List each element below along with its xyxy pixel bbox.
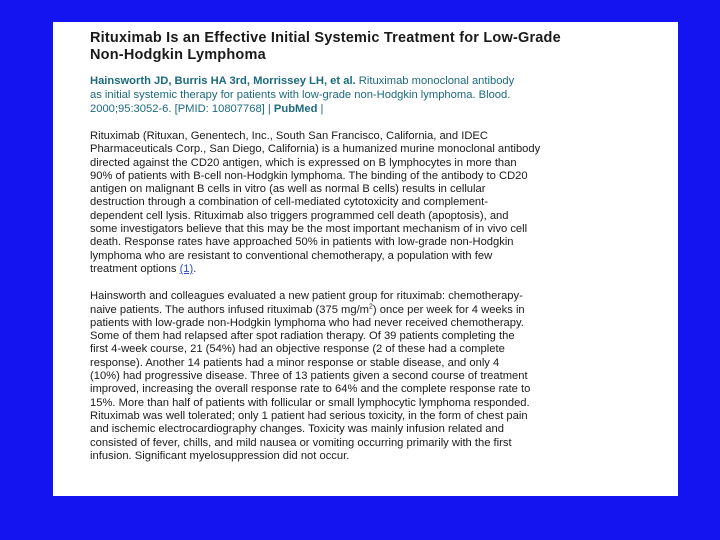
title-line-1: Rituximab Is an Effective Initial Systemic Treatment for Low-Grade	[90, 30, 561, 46]
paragraph-1-line: some investigators believe that this may be the most important mechanism of in vivo cell	[90, 223, 528, 236]
paragraph-2-line: response). Another 14 patients had a minor response or stable disease, and only 4	[90, 356, 500, 369]
citation-text-3-end: |	[317, 103, 324, 115]
citation-text-3: 2000;95:3052-6. [PMID: 10807768] |	[90, 103, 274, 115]
paragraph-1-line: destruction through a combination of cell-mediated cytotoxicity and complement-	[90, 196, 488, 209]
paragraph-2-line: infusion. Significant myelosuppression did not occur.	[90, 449, 350, 462]
paragraph-2-line: consisted of fever, chills, and mild nausea or vomiting occurring primarily with the first	[90, 436, 512, 449]
paragraph-1-last-line: treatment options	[90, 262, 180, 275]
paragraph-2-line: (10%) had progressive disease. Three of 13 patients given a second course of treatment	[90, 370, 528, 383]
paragraph-2-line: and ischemic electrocardiography changes. Toxicity was mainly infusion related and	[90, 423, 504, 436]
paragraph-1	[90, 130, 670, 276]
pubmed-link[interactable]: PubMed	[273, 103, 318, 115]
paragraph-1-line: antigen on malignant B cells in vitro (as well as normal B cells) results in cellular	[90, 183, 486, 196]
paragraph-2-line: patients with low-grade non-Hodgkin lymphoma who had never received chemotherapy.	[90, 316, 524, 329]
paragraph-2-line: first 4-week course, 21 (54%) had an objective response (2 of these had a complete	[90, 343, 505, 356]
reference-link[interactable]: (1)	[179, 262, 194, 275]
paragraph-2-line-2-end: ) once per week for 4 weeks in	[372, 303, 525, 316]
paragraph-2-line-2-start: naive patients. The authors infused rituximab (375 mg/m	[90, 303, 370, 316]
paragraph-2	[90, 290, 670, 463]
paragraph-2-line: Some of them had relapsed after spot radiation therapy. Of 39 patients completing the	[90, 330, 515, 343]
paragraph-1-line: 90% of patients with B-cell non-Hodgkin lymphoma. The binding of the antibody to CD20	[90, 169, 528, 182]
citation-text-1: Rituximab monoclonal antibody	[355, 75, 515, 87]
paragraph-1-period: .	[193, 262, 197, 275]
paragraph-1-line: lymphoma who are resistant to conventional chemotherapy, a population with few	[90, 249, 493, 262]
superscript: 2	[369, 302, 373, 310]
paragraph-2-line: 15%. More than half of patients with follicular or small lymphocytic lymphoma responded.	[90, 396, 530, 409]
paragraph-2-line: improved, increasing the overall response rate to 64% and the complete response rate to	[90, 383, 531, 396]
paragraph-1-line: directed against the CD20 antigen, which is expressed on B lymphocytes in more than	[90, 156, 517, 169]
paragraph-1-line: dependent cell lysis. Rituximab also triggers programmed cell death (apoptosis), and	[90, 209, 509, 222]
paragraph-1-line: Pharmaceuticals Corp., San Diego, California) is a humanized murine monoclonal antibody	[90, 143, 541, 156]
slide-content	[53, 22, 678, 496]
paragraph-1-line: Rituximab (Rituxan, Genentech, Inc., South San Francisco, California, and IDEC	[90, 130, 488, 142]
paragraph-1-line: death. Response rates have approached 50% in patients with low-grade non-Hodgkin	[90, 236, 514, 249]
citation-text-2: as initial systemic therapy for patients with low-grade non-Hodgkin lymphoma. Blood.	[90, 89, 511, 101]
citation-authors: Hainsworth JD, Burris HA 3rd, Morrissey LH, et al.	[90, 75, 356, 87]
paragraph-2-line: Hainsworth and colleagues evaluated a new patient group for rituximab: chemotherapy-	[90, 290, 523, 303]
paragraph-2-line: Rituximab was well tolerated; only 1 patient had serious toxicity, in the form of chest pain	[90, 409, 528, 422]
citation	[90, 74, 670, 116]
title-line-2: Non-Hodgkin Lymphoma	[90, 47, 266, 63]
slide-title	[90, 30, 670, 64]
